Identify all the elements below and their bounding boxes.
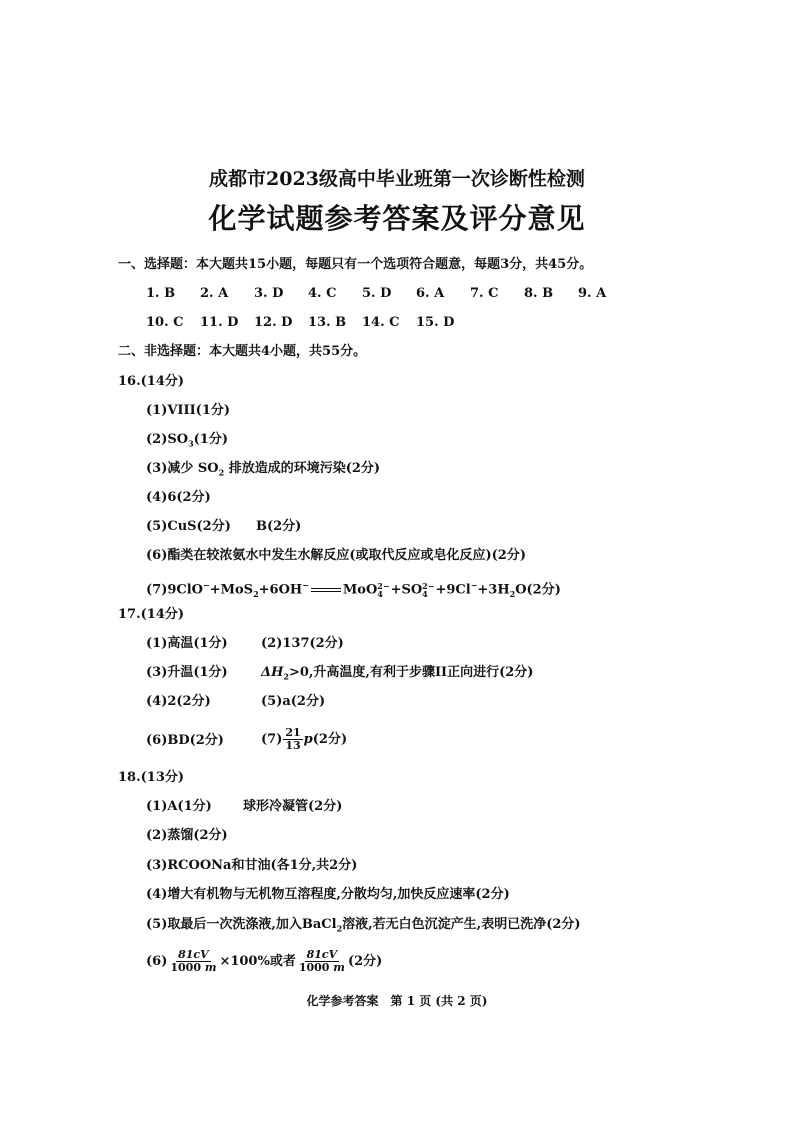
- q16-answer-3: (3)减少 $SO_2$ 排放造成的环境污染(2分): [146, 461, 381, 478]
- q18-answer-2: (2)蒸馏(2分): [146, 828, 228, 843]
- mc-answer: 6. A: [416, 286, 445, 301]
- section2-heading: 二、非选择题：本大题共4小题，共55分。: [118, 344, 367, 359]
- mc-answer: 15. D: [416, 315, 455, 330]
- exam-title: 成都市2023级高中毕业班第一次诊断性检测: [209, 168, 585, 190]
- q17-answer-3a: (3)升温(1分): [146, 665, 228, 680]
- q17-answer-5: (5)a(2分): [261, 694, 326, 709]
- page-footer: 化学参考答案 第 1 页 (共 2 页): [306, 994, 488, 1008]
- mc-answer: 10. C: [146, 315, 184, 330]
- q17-answer-6: (6)BD(2分): [146, 733, 224, 748]
- q18-answer-3: (3)RCOONa和甘油(各1分,共2分): [146, 858, 358, 873]
- fraction: $\frac{81cV}{1000 m}$: [298, 948, 345, 974]
- q16-title: 16.(14分): [118, 374, 185, 389]
- mc-answer: 9. A: [578, 286, 607, 301]
- q16-answer-5b: B(2分): [256, 519, 302, 534]
- page-title: 化学试题参考答案及评分意见: [208, 202, 586, 235]
- q18-answer-1a: (1)A(1分): [146, 799, 212, 814]
- mc-answer: 14. C: [362, 315, 400, 330]
- q18-title: 18.(13分): [118, 770, 185, 785]
- mc-answer: 13. B: [308, 315, 347, 330]
- mc-answer: 7. C: [470, 286, 499, 301]
- q18-answer-6: (6) $\frac{81cV}{1000 m}$ ×100%或者 $\frac{81cV}{1000 m}$ (2分): [146, 948, 383, 974]
- q17-answer-7: (7) $\frac{21}{13}$ p(2分): [261, 726, 348, 752]
- mc-answer: 4. C: [308, 286, 337, 301]
- q17-answer-1: (1)高温(1分): [146, 636, 228, 651]
- mc-answers-row2: [146, 314, 470, 332]
- q16-answer-7-equation: (7)9ClO−+MoS$_2$+6OH− MoO 2− 4 +SO 2− 4 $+9Cl^-+3H_2O(2$分): [146, 580, 561, 599]
- mc-answer: 3. D: [254, 286, 284, 301]
- mc-answer: 1. B: [146, 286, 176, 301]
- q16-answer-1: (1)VIII(1分): [146, 403, 231, 418]
- q17-title: 17.(14分): [118, 607, 185, 622]
- mc-answer: 12. D: [254, 315, 293, 330]
- q17-answer-2: (2)137(2分): [261, 636, 344, 651]
- q16-answer-5a: (5)CuS(2分): [146, 519, 231, 534]
- q18-answer-5: (5)取最后一次洗涤液,加入BaCl$_2$溶液,若无白色沉淀产生,表明已洗净(2分): [146, 917, 581, 934]
- q16-answer-4: (4)6(2分): [146, 490, 211, 505]
- q18-answer-1b: 球形冷凝管(2分): [243, 799, 343, 814]
- mc-answers-row1: [146, 285, 632, 303]
- q17-answer-4: (4)2(2分): [146, 694, 211, 709]
- mc-answer: 2. A: [200, 286, 229, 301]
- mc-answer: 8. B: [524, 286, 554, 301]
- mc-answer: 11. D: [200, 315, 239, 330]
- equals-sign: [311, 588, 341, 592]
- fraction: $\frac{21}{13}$: [285, 726, 301, 752]
- q16-answer-6: (6)酯类在较浓氨水中发生水解反应(或取代反应或皂化反应)(2分): [146, 548, 526, 563]
- q16-answer-2: $(2)SO_3(1$分): [146, 432, 228, 449]
- q17-answer-3b: $\Delta H_2>0$,升高温度,有利于步骤II正向进行(2分): [261, 665, 534, 682]
- mc-answer: 5. D: [362, 286, 392, 301]
- section1-heading: 一、选择题：本大题共15小题，每题只有一个选项符合题意，每题3分，共45分。: [118, 257, 593, 272]
- q18-answer-4: (4)增大有机物与无机物互溶程度,分散均匀,加快反应速率(2分): [146, 887, 510, 902]
- fraction: $\frac{81cV}{1000 m}$: [170, 948, 217, 974]
